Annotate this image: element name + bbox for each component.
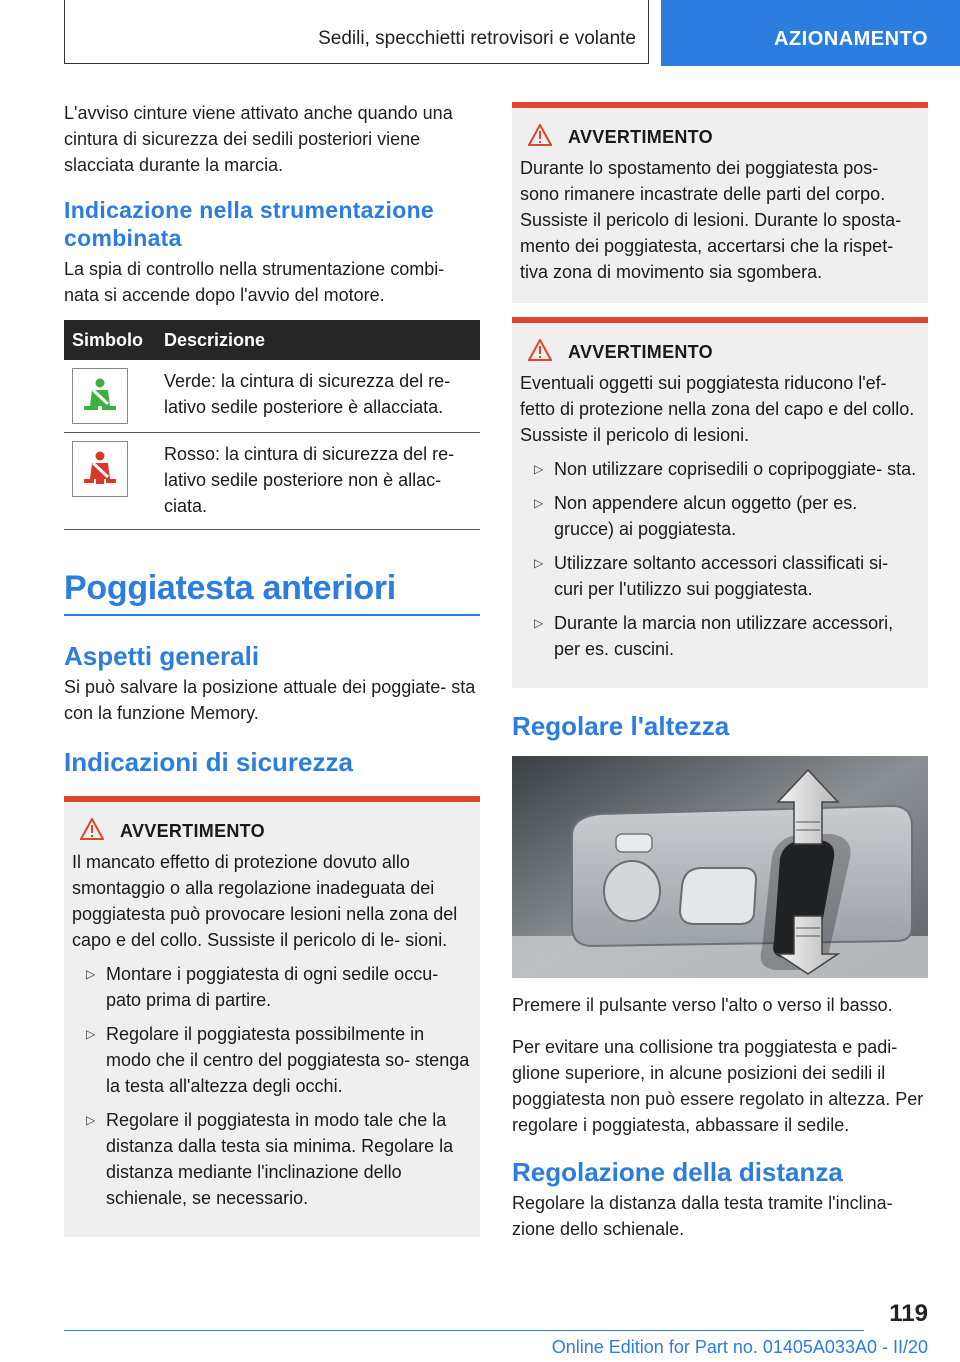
indicator-paragraph: La spia di controllo nella strumentazione combi- nata si accende dopo l'avvio del motore. bbox=[64, 259, 445, 305]
warning-triangle-icon bbox=[528, 124, 552, 151]
symbol-cell bbox=[64, 360, 156, 433]
headrest-switch-photo bbox=[512, 756, 928, 978]
intro-paragraph: L'avviso cinture viene attivato anche quando una cintura di sicurezza dei sedili posteriori viene slacciata durante la marcia. bbox=[64, 103, 453, 175]
heading-rule bbox=[64, 614, 480, 616]
list-item bbox=[72, 1107, 472, 1211]
warning-header bbox=[528, 339, 920, 366]
warning-title: AVVERTIMENTO bbox=[568, 342, 713, 362]
page-header bbox=[0, 0, 960, 66]
general-paragraph: Si può salvare la posizione attuale dei poggiate- sta con la funzione Memory. bbox=[64, 676, 476, 723]
list-item-text: Montare i poggiatesta di ogni sedile occu- pato prima di partire. bbox=[106, 963, 439, 1010]
warning-text: Durante lo spostamento dei poggiatesta pos- sono rimanere incastrate delle parti del corpo. Sussiste il pericolo di lesioni. Durante lo sposta- mento dei poggiatesta, accertarsi che la rispet- tiva zona di movimento sia sgombera. bbox=[520, 158, 902, 282]
symbol-table bbox=[64, 320, 480, 530]
right-column bbox=[512, 102, 928, 1242]
warning-triangle-icon bbox=[80, 818, 104, 845]
page-number: 119 bbox=[889, 1300, 928, 1327]
list-item bbox=[520, 490, 920, 542]
seatbelt-red-icon bbox=[72, 441, 128, 497]
bullet-arrow-icon: ▷ bbox=[86, 1112, 96, 1127]
description-cell: Rosso: la cintura di sicurezza del re- lativo sedile posteriore non è allac- ciata. bbox=[156, 433, 480, 530]
warning-list bbox=[72, 961, 472, 1211]
section-title: Sedili, specchietti retrovisori e volante bbox=[318, 28, 636, 49]
list-item bbox=[72, 1021, 472, 1099]
bullet-arrow-icon: ▷ bbox=[86, 1026, 96, 1041]
warning-title: AVVERTIMENTO bbox=[568, 127, 713, 147]
list-item-text: Durante la marcia non utilizzare accessori, per es. cuscini. bbox=[554, 613, 894, 659]
height-heading: Regolare l'altezza bbox=[512, 711, 730, 741]
description-cell: Verde: la cintura di sicurezza del re- lativo sedile posteriore è allacciata. bbox=[156, 360, 480, 433]
list-item bbox=[520, 550, 920, 602]
warning-triangle-icon bbox=[528, 339, 552, 366]
table-row bbox=[64, 360, 480, 433]
col-header-symbol: Simbolo bbox=[64, 320, 156, 360]
distance-heading: Regolazione della distanza bbox=[512, 1157, 843, 1187]
indicator-heading: Indicazione nella strumentazione combinata bbox=[64, 197, 435, 251]
list-item-text: Regolare il poggiatesta in modo tale che la distanza dalla testa sia minima. Regolare la distanza mediante l'inclinazione dello schienale, se necessario. bbox=[106, 1109, 454, 1208]
warning-box bbox=[512, 317, 928, 688]
chapter-tab-label: AZIONAMENTO bbox=[773, 28, 928, 50]
left-column bbox=[64, 100, 480, 1237]
warning-header bbox=[80, 818, 472, 845]
warning-header bbox=[528, 124, 920, 151]
bullet-arrow-icon: ▷ bbox=[534, 496, 544, 510]
list-item-text: Utilizzare soltanto accessori classificati si- curi per l'utilizzo sui poggiatesta. bbox=[554, 553, 889, 599]
general-heading: Aspetti generali bbox=[64, 640, 260, 671]
footer-rule bbox=[64, 1330, 864, 1331]
height-paragraph-2: Per evitare una collisione tra poggiatesta e padi- glione superiore, in alcune posizioni dei sedili il poggiatesta non può essere regolato in altezza. Per regolare i poggiatesta, abbassare il sedile. bbox=[512, 1037, 924, 1135]
warning-box bbox=[64, 796, 480, 1237]
table-header-row bbox=[64, 320, 480, 360]
bullet-arrow-icon: ▷ bbox=[534, 616, 544, 630]
distance-paragraph: Regolare la distanza dalla testa tramite l'inclina- zione dello schienale. bbox=[512, 1193, 893, 1239]
list-item bbox=[520, 456, 920, 482]
warning-box bbox=[512, 102, 928, 303]
warning-text: Eventuali oggetti sui poggiatesta riducono l'ef- fetto di protezione nella zona del capo e del collo. Sussiste il pericolo di lesioni. bbox=[520, 373, 915, 445]
warning-title: AVVERTIMENTO bbox=[120, 820, 265, 841]
table-row bbox=[64, 433, 480, 530]
bullet-arrow-icon: ▷ bbox=[534, 556, 544, 570]
list-item-text: Non appendere alcun oggetto (per es. grucce) ai poggiatesta. bbox=[554, 493, 858, 539]
symbol-cell bbox=[64, 433, 156, 530]
edition-note: Online Edition for Part no. 01405A033A0 - II/20 bbox=[551, 1337, 928, 1357]
seatbelt-green-icon bbox=[72, 368, 128, 424]
list-item bbox=[72, 961, 472, 1013]
bullet-arrow-icon: ▷ bbox=[86, 966, 96, 981]
bullet-arrow-icon: ▷ bbox=[534, 462, 544, 476]
list-item-text: Regolare il poggiatesta possibilmente in modo che il centro del poggiatesta so- stenga la testa all'altezza degli occhi. bbox=[106, 1023, 470, 1096]
safety-heading: Indicazioni di sicurezza bbox=[64, 746, 353, 777]
warning-text: Il mancato effetto di protezione dovuto allo smontaggio o alla regolazione inadeguata dei poggiatesta può provocare lesioni nella zona del capo e del collo. Sussiste il pericolo di le- sioni. bbox=[72, 851, 458, 950]
list-item bbox=[520, 610, 920, 662]
height-paragraph-1: Premere il pulsante verso l'alto o verso il basso. bbox=[512, 995, 893, 1015]
list-item-text: Non utilizzare coprisedili o copripoggiate- sta. bbox=[554, 459, 917, 479]
warning-list bbox=[520, 456, 920, 662]
main-heading: Poggiatesta anteriori bbox=[64, 569, 396, 607]
col-header-description: Descrizione bbox=[156, 320, 480, 360]
